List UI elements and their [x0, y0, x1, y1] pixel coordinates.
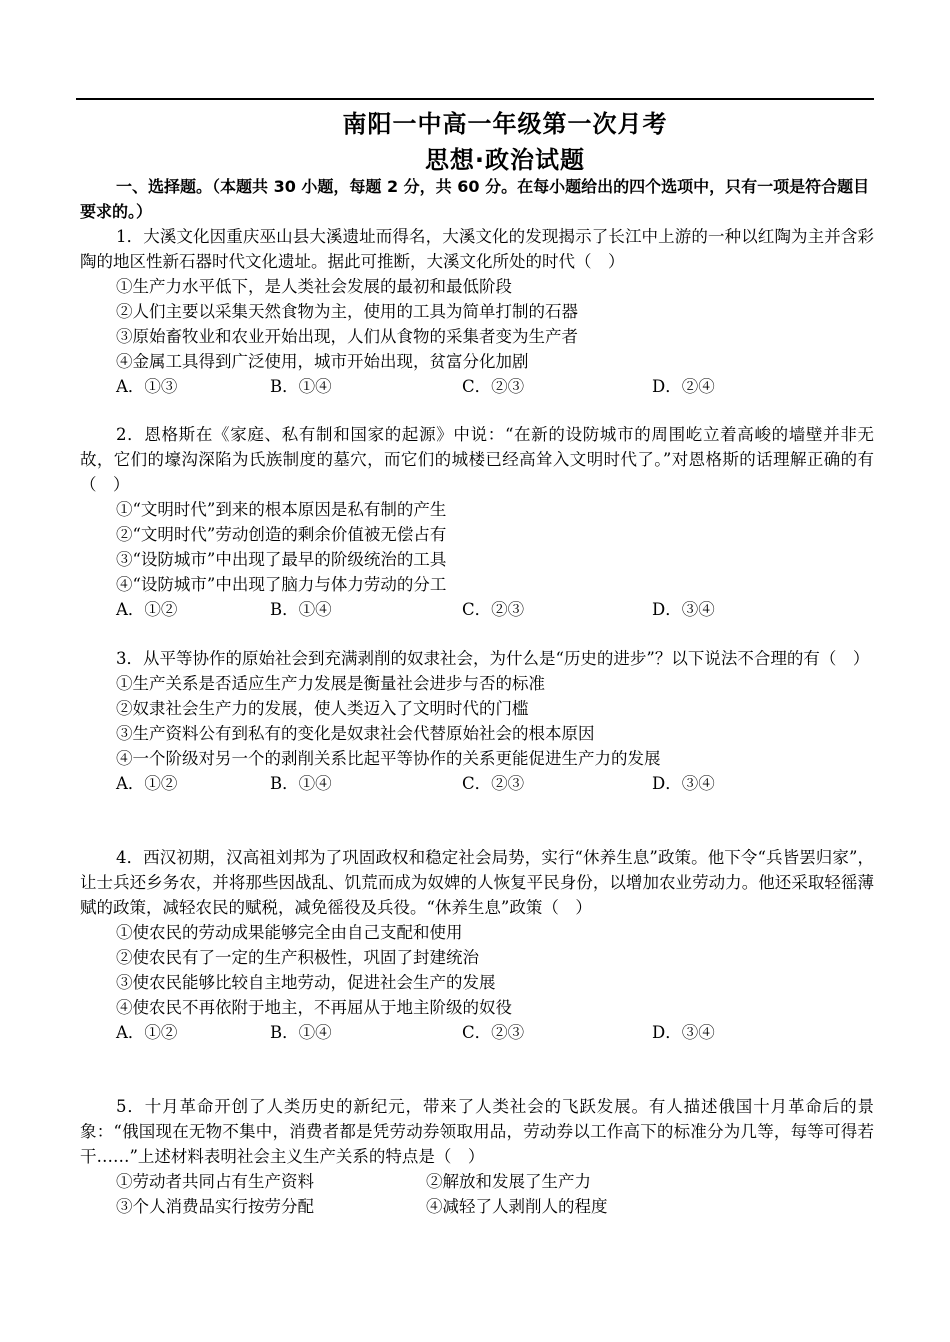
- option-2: ②解放和发展了生产力: [426, 1172, 591, 1191]
- choice-a: A．①②: [116, 1023, 178, 1042]
- choice-b: B．①④: [270, 774, 332, 793]
- question-2: [80, 422, 874, 622]
- choice-c: C．②③: [462, 774, 525, 793]
- answer-choices: [80, 1020, 874, 1045]
- question-stem: 2．恩格斯在《家庭、私有制和国家的起源》中说：“在新的设防城市的周围屹立着高峻的墙壁并非无故，它们的壕沟深陷为氏族制度的墓穴，而它们的城楼已经高耸入文明时代了。”对恩格斯的话理解正确的有（ ）: [80, 425, 874, 494]
- section-instructions: 一、选择题。（本题共 30 小题，每题 2 分，共 60 分。在每小题给出的四个选项中，只有一项是符合题目要求的。）: [80, 177, 870, 221]
- answer-choices: [80, 771, 874, 796]
- choice-d: D．③④: [652, 774, 715, 793]
- answer-choices: [80, 374, 874, 399]
- choice-b: B．①④: [270, 377, 332, 396]
- option-4: ④金属工具得到广泛使用，城市开始出现，贫富分化加剧: [116, 352, 529, 371]
- option-grid: [80, 1169, 874, 1219]
- header-rule: [76, 98, 874, 100]
- option-3: ③原始畜牧业和农业开始出现，人们从食物的采集者变为生产者: [116, 327, 578, 346]
- choice-b: B．①④: [270, 1023, 332, 1042]
- question-5: [80, 1094, 874, 1219]
- option-1: ①生产关系是否适应生产力发展是衡量社会进步与否的标准: [116, 674, 545, 693]
- option-1: ①劳动者共同占有生产资料: [116, 1172, 314, 1191]
- page-title: 南阳一中高一年级第一次月考: [342, 110, 668, 138]
- choice-a: A．①③: [116, 377, 178, 396]
- option-2: ②人们主要以采集天然食物为主，使用的工具为简单打制的石器: [116, 302, 578, 321]
- option-2: ②使农民有了一定的生产积极性，巩固了封建统治: [116, 948, 479, 967]
- option-4: ④一个阶级对另一个的剥削关系比起平等协作的关系更能促进生产力的发展: [116, 749, 661, 768]
- question-stem: 5．十月革命开创了人类历史的新纪元，带来了人类社会的飞跃发展。有人描述俄国十月革命后的景象：“俄国现在无物不集中，消费者都是凭劳动券领取用品，劳动券以工作高下的标准分为几等，每等可得若干……”上述材料表明社会主义生产关系的特点是（ ）: [80, 1097, 874, 1166]
- answer-choices: [80, 597, 874, 622]
- choice-b: B．①④: [270, 600, 332, 619]
- option-1: ①“文明时代”到来的根本原因是私有制的产生: [116, 500, 447, 519]
- choice-a: A．①②: [116, 774, 178, 793]
- choice-c: C．②③: [462, 600, 525, 619]
- option-4: ④使农民不再依附于地主，不再屈从于地主阶级的奴役: [116, 998, 512, 1017]
- option-3: ③生产资料公有到私有的变化是奴隶社会代替原始社会的根本原因: [116, 724, 595, 743]
- choice-a: A．①②: [116, 600, 178, 619]
- option-2: ②“文明时代”劳动创造的剩余价值被无偿占有: [116, 525, 447, 544]
- choice-d: D．③④: [652, 1023, 715, 1042]
- option-3: ③个人消费品实行按劳分配: [116, 1197, 314, 1216]
- question-1: [80, 224, 874, 399]
- question-3: [80, 646, 874, 796]
- page-subtitle: 思想·政治试题: [424, 146, 586, 174]
- question-4: [80, 845, 874, 1045]
- question-stem: 4．西汉初期，汉高祖刘邦为了巩固政权和稳定社会局势，实行“休养生息”政策。他下令“兵皆罢归家”，让士兵还乡务农，并将那些因战乱、饥荒而成为奴婢的人恢复平民身份，以增加农业劳动力。他还采取轻徭薄赋的政策，减轻农民的赋税，减免徭役及兵役。“休养生息”政策（ ）: [80, 848, 874, 917]
- choice-d: D．③④: [652, 600, 715, 619]
- question-stem: 3．从平等协作的原始社会到充满剥削的奴隶社会，为什么是“历史的进步”？以下说法不合理的有（ ）: [116, 649, 870, 668]
- option-3: ③“设防城市”中出现了最早的阶级统治的工具: [116, 550, 447, 569]
- choice-c: C．②③: [462, 377, 525, 396]
- option-3: ③使农民能够比较自主地劳动，促进社会生产的发展: [116, 973, 496, 992]
- option-1: ①生产力水平低下，是人类社会发展的最初和最低阶段: [116, 277, 512, 296]
- option-1: ①使农民的劳动成果能够完全由自己支配和使用: [116, 923, 463, 942]
- choice-d: D．②④: [652, 377, 715, 396]
- option-2: ②奴隶社会生产力的发展，使人类迈入了文明时代的门槛: [116, 699, 529, 718]
- question-stem: 1．大溪文化因重庆巫山县大溪遗址而得名，大溪文化的发现揭示了长江中上游的一种以红陶为主并含彩陶的地区性新石器时代文化遗址。据此可推断，大溪文化所处的时代（ ）: [80, 227, 874, 271]
- choice-c: C．②③: [462, 1023, 525, 1042]
- option-4: ④减轻了人剥削人的程度: [426, 1197, 608, 1216]
- option-4: ④“设防城市”中出现了脑力与体力劳动的分工: [116, 575, 447, 594]
